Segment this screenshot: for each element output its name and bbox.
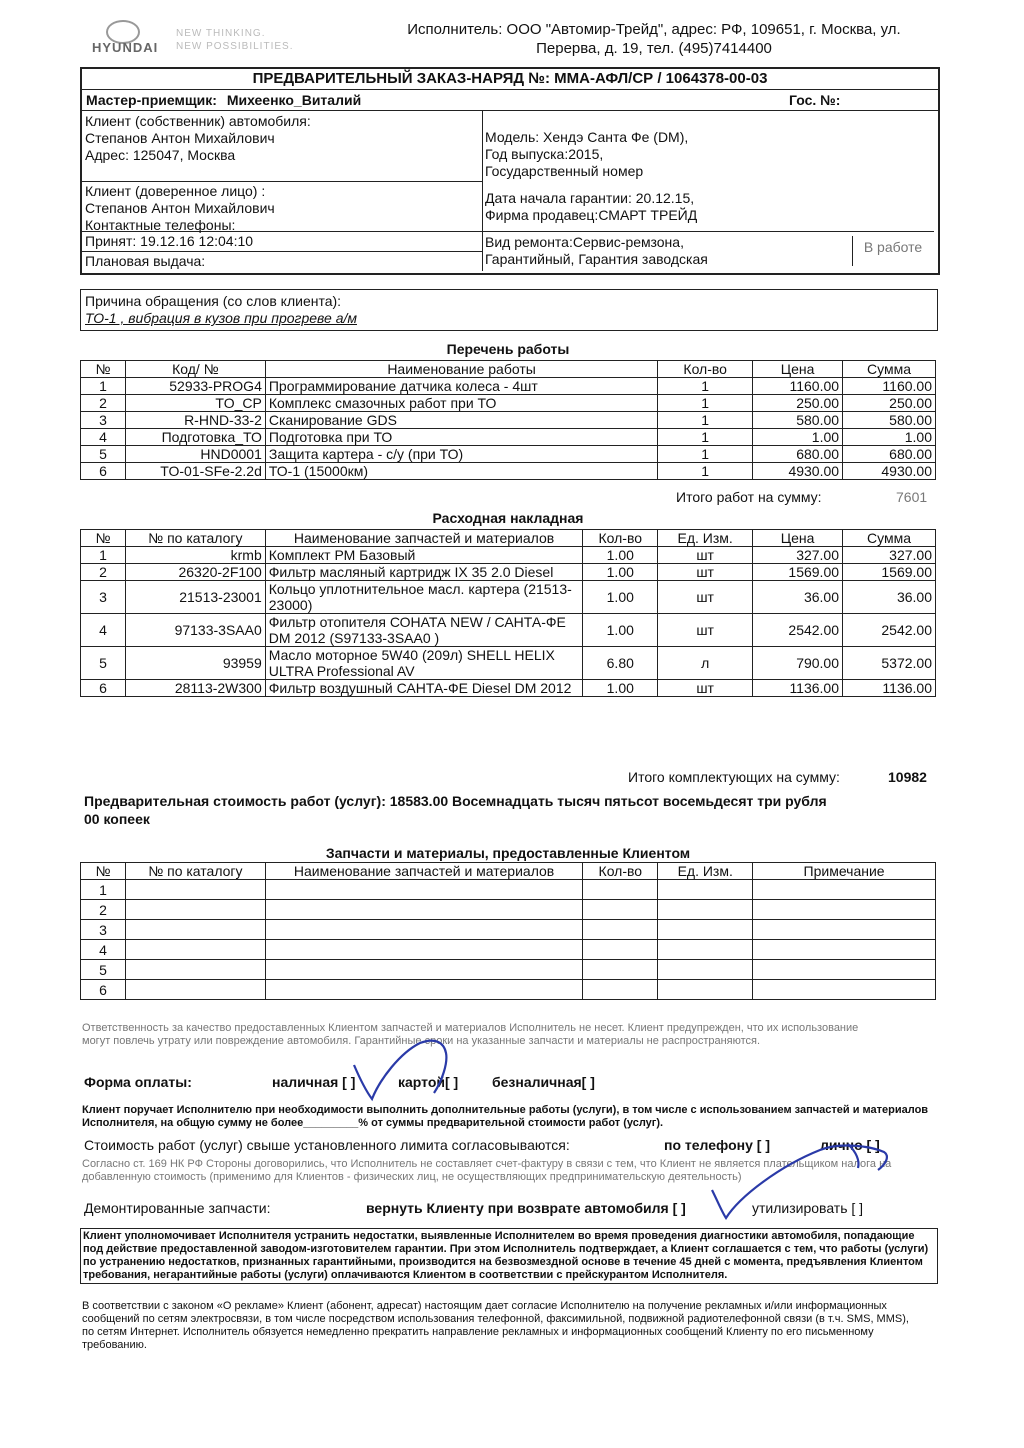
table-cell: 28113-2W300 [125, 680, 265, 697]
table-cell: 1.00 [583, 547, 658, 564]
table-cell: 250.00 [753, 395, 843, 412]
warranty-start: Дата начала гарантии: 20.12.15, [485, 190, 695, 206]
works-table [80, 360, 936, 480]
table-cell: Подготовка_ТО [125, 429, 265, 446]
client-parts-header-cell: Кол-во [583, 863, 658, 880]
table-cell: шт [658, 564, 753, 581]
brand-slogan [176, 27, 293, 53]
table-cell: 1 [81, 547, 126, 564]
table-cell: 6 [81, 463, 126, 480]
table-cell [658, 940, 753, 960]
vehicle-year: Год выпуска:2015, [485, 146, 604, 162]
table-row [81, 378, 936, 395]
planned-issue: Плановая выдача: [85, 253, 206, 269]
table-cell [125, 940, 265, 960]
table-cell: 1569.00 [753, 564, 843, 581]
table-row [81, 564, 936, 581]
warranty-note: Клиент уполномочивает Исполнителя устранить недостатки, выявленные Исполнителем во время проведения диагностики автомобиля, попадающие под действие предоставленной заводом-изготовителем гарантии. При этом Исполнитель подтверждает, а Клиент соглашается с тем, что работы (услуги) по устранению недостатков, признанных гарантийными, производится на безвозмездной основе в течение 45 дней с момента, предъявления Клиентом требования, негарантийные работы (услуги) оплачиваются Клиентом в соответствии с прейскурантом Исполнителя. [80, 1228, 938, 1284]
instruction-note: Клиент поручает Исполнителю при необходимости выполнить дополнительные работы (услуги), в том числе с использованием запчастей и материалов Исполнителя, на общую сумму не более_________% от суммы предварительной стоимости работ (услуг). [82, 1104, 929, 1129]
table-row [81, 614, 936, 647]
client-parts-header-cell: Ед. Изм. [658, 863, 753, 880]
table-cell: 790.00 [753, 647, 843, 680]
parts-total-label: Итого комплектующих на сумму: [628, 769, 840, 785]
order-info-box [80, 67, 940, 275]
reason-label: Причина обращения (со слов клиента): [85, 293, 342, 309]
table-cell: krmb [125, 547, 265, 564]
table-cell [583, 940, 658, 960]
table-cell [265, 880, 583, 900]
parts-header-cell: Кол-во [583, 530, 658, 547]
proxy-name: Степанов Антон Михайлович [85, 200, 275, 216]
dismantled-dispose: утилизировать [ ] [752, 1200, 864, 1216]
dismantled-return: вернуть Клиенту при возврате автомобиля [ ] [366, 1200, 686, 1216]
table-row [81, 680, 936, 697]
table-cell: л [658, 647, 753, 680]
order-title: ПРЕДВАРИТЕЛЬНЫЙ ЗАКАЗ-НАРЯД №: ММА-АФЛ/СР / 1064378-00-03 [82, 69, 938, 90]
table-cell: 1.00 [583, 564, 658, 581]
status-box: В работе [852, 236, 933, 266]
table-cell: шт [658, 680, 753, 697]
table-cell: 6.80 [583, 647, 658, 680]
table-cell [658, 900, 753, 920]
works-header-cell: № [81, 361, 126, 378]
table-row [81, 429, 936, 446]
table-cell: 36.00 [843, 581, 936, 614]
works-title: Перечень работы [446, 341, 570, 357]
table-cell [658, 980, 753, 1000]
executor-header [384, 20, 924, 58]
table-row [81, 920, 936, 940]
table-cell [583, 980, 658, 1000]
table-cell [265, 960, 583, 980]
table-cell: 1160.00 [843, 378, 936, 395]
parts-title: Расходная накладная [432, 510, 584, 526]
table-cell: 1 [81, 378, 126, 395]
table-cell: Сканирование GDS [265, 412, 657, 429]
table-cell [583, 960, 658, 980]
accepted-time: Принят: 19.12.16 12:04:10 [85, 233, 254, 249]
table-cell: ТО-1 (15000км) [265, 463, 657, 480]
table-cell [125, 920, 265, 940]
table-cell: 680.00 [753, 446, 843, 463]
table-row [81, 463, 936, 480]
table-cell: 1.00 [843, 429, 936, 446]
payment-cash: наличная [ ] [272, 1074, 356, 1090]
dismantled-label: Демонтированные запчасти: [84, 1200, 271, 1216]
table-cell: шт [658, 581, 753, 614]
table-cell: 1.00 [583, 614, 658, 647]
table-cell: 4930.00 [753, 463, 843, 480]
table-row [81, 960, 936, 980]
client-parts-header-cell: Наименование запчастей и материалов [265, 863, 583, 880]
client-parts-header-cell: Примечание [753, 863, 936, 880]
table-cell: 2 [81, 395, 126, 412]
table-cell: 6 [81, 980, 126, 1000]
table-cell [753, 920, 936, 940]
table-row [81, 412, 936, 429]
parts-header-cell: Ед. Изм. [658, 530, 753, 547]
payment-check-signature [350, 1035, 460, 1105]
table-cell: Подготовка при ТО [265, 429, 657, 446]
executor-line-2: Перерва, д. 19, тел. (495)7414400 [536, 40, 772, 57]
table-row [81, 880, 936, 900]
executor-line-1: Исполнитель: ООО "Автомир-Трейд", адрес: РФ, 109651, г. Москва, ул. [407, 21, 901, 38]
table-cell: 1160.00 [753, 378, 843, 395]
table-cell: 2 [81, 900, 126, 920]
vehicle-cell [482, 111, 934, 226]
client-parts-header-cell: № по каталогу [125, 863, 265, 880]
repair-type-line-2: Гарантийный, Гарантия заводская [485, 251, 708, 267]
table-cell: 4930.00 [843, 463, 936, 480]
proxy-label: Клиент (доверенное лицо) : [85, 183, 266, 199]
owner-name: Степанов Антон Михайлович [85, 130, 275, 146]
works-header-cell: Наименование работы [265, 361, 657, 378]
table-row [81, 647, 936, 680]
table-cell: 1.00 [583, 581, 658, 614]
parts-total-value: 10982 [888, 769, 927, 785]
table-cell [583, 920, 658, 940]
vehicle-state-number: Государственный номер [485, 163, 644, 179]
table-cell [265, 940, 583, 960]
table-cell: шт [658, 614, 753, 647]
slogan-line-2: NEW POSSIBILITIES. [176, 41, 294, 52]
table-cell: 1 [658, 446, 753, 463]
table-cell [125, 900, 265, 920]
vehicle-model: Модель: Хендэ Санта Фе (DM), [485, 129, 689, 145]
table-cell: 3 [81, 581, 126, 614]
table-cell: 4 [81, 429, 126, 446]
owner-label: Клиент (собственник) автомобиля: [85, 113, 311, 129]
table-cell: 1136.00 [753, 680, 843, 697]
approval-label: Стоимость работ (услуг) свыше установленного лимита согласовываются: [84, 1137, 570, 1153]
approval-check-signature [700, 1130, 900, 1230]
preliminary-cost [84, 792, 934, 828]
table-cell: HND0001 [125, 446, 265, 463]
parts-header-cell: Сумма [843, 530, 936, 547]
parts-header-cell: Цена [753, 530, 843, 547]
table-cell: 3 [81, 412, 126, 429]
table-row [81, 980, 936, 1000]
table-row [81, 395, 936, 412]
table-cell [125, 960, 265, 980]
approval-phone: по телефону [ ] [664, 1137, 770, 1153]
table-row [81, 547, 936, 564]
table-cell: 1 [658, 412, 753, 429]
table-cell: 2542.00 [843, 614, 936, 647]
table-cell: Масло моторное 5W40 (209л) SHELL HELIX ULTRA Professional AV [265, 647, 583, 680]
table-cell: 1.00 [583, 680, 658, 697]
parts-table [80, 529, 936, 697]
reason-text: ТО-1 , вибрация в кузов при прогреве а/м [85, 310, 357, 326]
table-cell: шт [658, 547, 753, 564]
table-cell: Комплект РМ Базовый [265, 547, 583, 564]
table-cell [753, 880, 936, 900]
table-cell: 250.00 [843, 395, 936, 412]
table-cell: 5 [81, 960, 126, 980]
table-cell: Кольцо уплотнительное масл. картера (21513-23000) [265, 581, 583, 614]
brand-name: HYUNDAI [92, 40, 159, 55]
table-cell [583, 880, 658, 900]
advert-note: В соответствии с законом «О рекламе» Клиент (абонент, адресат) настоящим дает согласие Исполнителю на получение рекламных и/или информационных сообщений по сетям электросвязи, в том числе посредством использования телефонной, факсимильной, подвижной радиотелефонной связи (в т.ч. SMS, MMS), по сетям Интернет. Исполнитель обязуется немедленно прекратить направление рекламных и информационных сообщений Клиенту по его письменному требованию. [82, 1300, 909, 1351]
preliminary-cost-line-1: Предварительная стоимость работ (услуг): 18583.00 Восемнадцать тысяч пятьсот восемьдесят три рубля [84, 793, 827, 809]
repair-type-cell [482, 231, 934, 272]
table-cell [753, 940, 936, 960]
client-vehicle-area [82, 111, 938, 271]
table-cell: 5 [81, 446, 126, 463]
table-cell: 1 [658, 463, 753, 480]
slogan-line-1: NEW THINKING. [176, 28, 266, 39]
table-cell: 4 [81, 614, 126, 647]
master-row [82, 90, 938, 111]
repair-type-line-1: Вид ремонта:Сервис-ремзона, [485, 234, 684, 250]
proxy-cell [82, 181, 483, 232]
parts-header-cell: № по каталогу [125, 530, 265, 547]
table-row [81, 900, 936, 920]
table-cell: 1.00 [753, 429, 843, 446]
table-cell: 3 [81, 920, 126, 940]
hyundai-logo [92, 18, 332, 58]
client-parts-header-cell: № [81, 863, 126, 880]
table-cell [125, 880, 265, 900]
table-cell: Фильтр воздушный САНТА-ФЕ Diesel DM 2012 [265, 680, 583, 697]
owner-address: Адрес: 125047, Москва [85, 147, 236, 163]
table-cell: Комплекс смазочных работ при ТО [265, 395, 657, 412]
works-header-cell: Кол-во [658, 361, 753, 378]
table-cell: 21513-23001 [125, 581, 265, 614]
table-cell: 1 [81, 880, 126, 900]
payment-cashless: безналичная[ ] [492, 1074, 595, 1090]
table-cell: 52933-PROG4 [125, 378, 265, 395]
payment-label: Форма оплаты: [84, 1074, 192, 1090]
planned-cell [82, 251, 483, 271]
works-header-cell: Код/ № [125, 361, 265, 378]
table-cell: 97133-3SAA0 [125, 614, 265, 647]
table-cell: 2542.00 [753, 614, 843, 647]
accepted-cell [82, 231, 483, 252]
table-cell: 1569.00 [843, 564, 936, 581]
parts-header-cell: Наименование запчастей и материалов [265, 530, 583, 547]
table-cell: Защита картера - с/у (при ТО) [265, 446, 657, 463]
table-cell: 5372.00 [843, 647, 936, 680]
table-cell [265, 900, 583, 920]
owner-cell [82, 111, 483, 182]
works-header-cell: Сумма [843, 361, 936, 378]
table-row [81, 581, 936, 614]
master-label: Мастер-приемщик: [86, 92, 217, 108]
table-cell: TO-01-SFe-2.2d [125, 463, 265, 480]
responsibility-note: Ответственность за качество предоставленных Клиентом запчастей и материалов Исполнитель не несет. Клиент предупрежден, что их использование могут повлечь утрату или повреждение автомобиля. Гарантийные сроки на указанные запчасти и материалы не распространяются. [82, 1022, 859, 1047]
table-cell: R-HND-33-2 [125, 412, 265, 429]
client-parts-header-row [81, 863, 936, 880]
table-cell: 327.00 [843, 547, 936, 564]
gos-number-label: Гос. №: [789, 92, 841, 108]
parts-header-cell: № [81, 530, 126, 547]
table-cell: 327.00 [753, 547, 843, 564]
works-header-cell: Цена [753, 361, 843, 378]
table-cell: 1136.00 [843, 680, 936, 697]
table-cell [753, 960, 936, 980]
seller-firm: Фирма продавец:СМАРТ ТРЕЙД [485, 207, 698, 223]
approval-personal: лично [ ] [820, 1137, 880, 1153]
table-cell [658, 960, 753, 980]
table-cell [125, 980, 265, 1000]
table-cell: 580.00 [843, 412, 936, 429]
payment-card: картой[ ] [398, 1074, 459, 1090]
master-name: Михеенко_Виталий [226, 92, 362, 108]
table-cell [583, 900, 658, 920]
table-cell: 2 [81, 564, 126, 581]
table-cell: Программирование датчика колеса - 4шт [265, 378, 657, 395]
table-cell: 36.00 [753, 581, 843, 614]
client-parts-title: Запчасти и материалы, предоставленные Клиентом [325, 845, 691, 861]
reason-box [80, 289, 938, 331]
table-cell: 93959 [125, 647, 265, 680]
table-cell: 6 [81, 680, 126, 697]
table-cell: Фильтр масляный картридж IX 35 2.0 Diesel [265, 564, 583, 581]
table-cell [658, 920, 753, 940]
parts-header-row [81, 530, 936, 547]
works-header-row [81, 361, 936, 378]
table-cell [753, 900, 936, 920]
table-cell [265, 920, 583, 940]
table-cell: 1 [658, 378, 753, 395]
table-cell: 26320-2F100 [125, 564, 265, 581]
table-cell: 5 [81, 647, 126, 680]
table-row [81, 940, 936, 960]
table-row [81, 446, 936, 463]
table-cell: 680.00 [843, 446, 936, 463]
invoice-note: Согласно ст. 169 НК РФ Стороны договорились, что Исполнитель не составляет счет-фактуру в связи с тем, что Клиент не является плательщиком налога на добавленную стоимость (применимо для Клиентов - физических лиц, не осуществляющих предпринимательскую деятельность) [82, 1158, 892, 1183]
preliminary-cost-line-2: 00 копеек [84, 811, 150, 827]
table-cell [753, 980, 936, 1000]
table-cell: 4 [81, 940, 126, 960]
table-cell: 1 [658, 395, 753, 412]
client-parts-table [80, 862, 936, 1000]
works-total-value: 7601 [896, 489, 928, 505]
table-cell: TO_CP [125, 395, 265, 412]
table-cell [658, 880, 753, 900]
table-cell: 1 [658, 429, 753, 446]
contacts-label: Контактные телефоны: [85, 217, 236, 233]
table-cell [265, 980, 583, 1000]
works-total-label: Итого работ на сумму: [676, 489, 822, 505]
table-cell: 580.00 [753, 412, 843, 429]
table-cell: Фильтр отопителя СОНАТА NEW / САНТА-ФЕ DM 2012 (S97133-3SAA0 ) [265, 614, 583, 647]
